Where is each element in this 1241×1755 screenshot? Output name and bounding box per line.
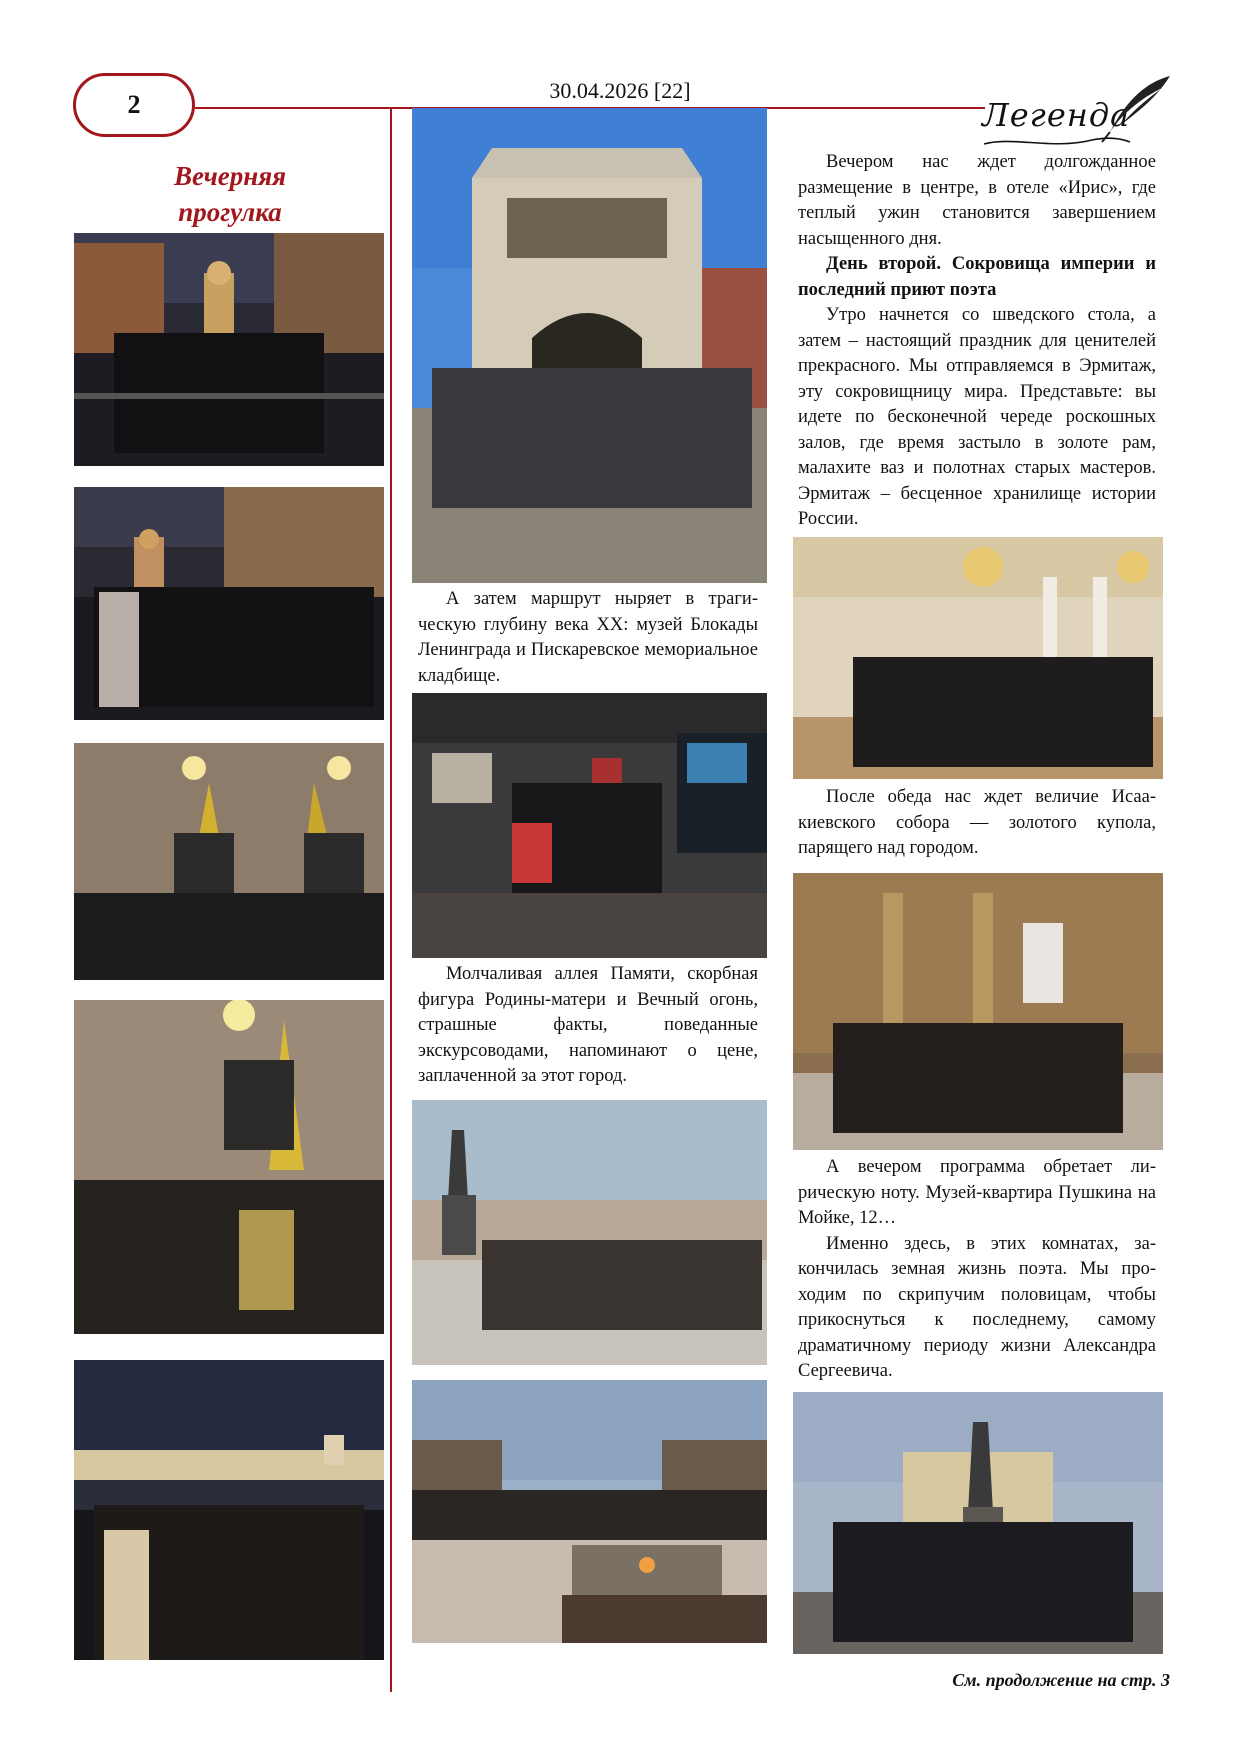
photo-petrovsky-gate <box>412 108 767 583</box>
photo-motherland-monument <box>412 1100 767 1365</box>
photo-night-canal-group <box>74 233 384 466</box>
right-paragraphs-bottom <box>798 1155 1156 1385</box>
newspaper-logo <box>982 74 1178 154</box>
photo-blockade-museum <box>412 693 767 958</box>
continuation-note: См. продолжение на стр. 3 <box>952 1670 1170 1690</box>
photo-st-isaacs-interior <box>793 873 1163 1150</box>
section-title-line-2: прогулка <box>178 197 282 227</box>
photo-bank-bridge-griffins-2 <box>74 1000 384 1334</box>
right-para-1: Вечером нас ждет долгожданное размещение в центре, в отеле «Ирис», где теплый ужин становится завершением насыщенного дня. <box>798 152 1156 249</box>
right-caption-3-text: После обеда нас ждет величие Исаакиевского собора — золотого купола, парящего над городом. <box>798 787 1156 858</box>
right-paragraphs-top <box>798 150 1156 533</box>
section-title <box>74 158 386 230</box>
middle-caption-2 <box>418 962 758 1090</box>
logo-text: Легенда <box>982 96 1131 134</box>
photo-night-spilled-blood-group <box>74 487 384 720</box>
page-number: 2 <box>127 90 141 119</box>
day-two-subheading: День второй. Сокровища империи и последний приют поэта <box>798 254 1156 300</box>
middle-caption-2-text: Молчаливая аллея Памяти, скорбная фигура Родины-матери и Вечный огонь, страшные факты, поведанные экскурсоводами, напоминают о цене, заплаченной за этот город. <box>418 964 758 1086</box>
column-rule <box>390 107 392 1692</box>
photo-night-embankment-kunstkamera <box>74 1360 384 1660</box>
photo-bank-bridge-griffins-1 <box>74 743 384 980</box>
right-para-3: А вечером программа обретает лирическую ноту. Музей-квартира Пушкина на Мойке, 12… <box>798 1157 1156 1228</box>
right-para-2: Утро начнется со шведского стола, а затем – настоящий праздник для ценителей прекрасного. Мы отправляемся в Эрмитаж, эту сокровищницу мира. Представьте: вы идете по бесконечной череде роскошных залов, где время застыло в золоте рам, малахите ваз и полотнах старых мастеров. Эрмитаж – бесценное хранилище истории России. <box>798 305 1156 529</box>
right-para-4: Именно здесь, в этих комнатах, закончилась земная жизнь поэта. Мы проходим по скрипучим половицам, чтобы прикоснуться к последнему, самому драматичному периоду жизни Александра Сергеевича. <box>798 1233 1156 1381</box>
photo-pushkin-monument-group <box>793 1392 1163 1654</box>
right-caption-3 <box>798 785 1156 862</box>
issue-date: 30.04.2026 [22] <box>549 78 691 103</box>
middle-caption-1 <box>418 587 758 689</box>
photo-hermitage-hall <box>793 537 1163 779</box>
logo-underline <box>982 132 1132 152</box>
section-title-line-1: Вечерняя <box>173 161 287 191</box>
photo-eternal-flame <box>412 1380 767 1643</box>
middle-caption-1-text: А затем маршрут ныряет в трагическую глубину века XX: музей Блокады Ленинграда и Пискаревское мемориальное кладбище. <box>418 589 758 686</box>
page-number-badge <box>73 73 195 137</box>
